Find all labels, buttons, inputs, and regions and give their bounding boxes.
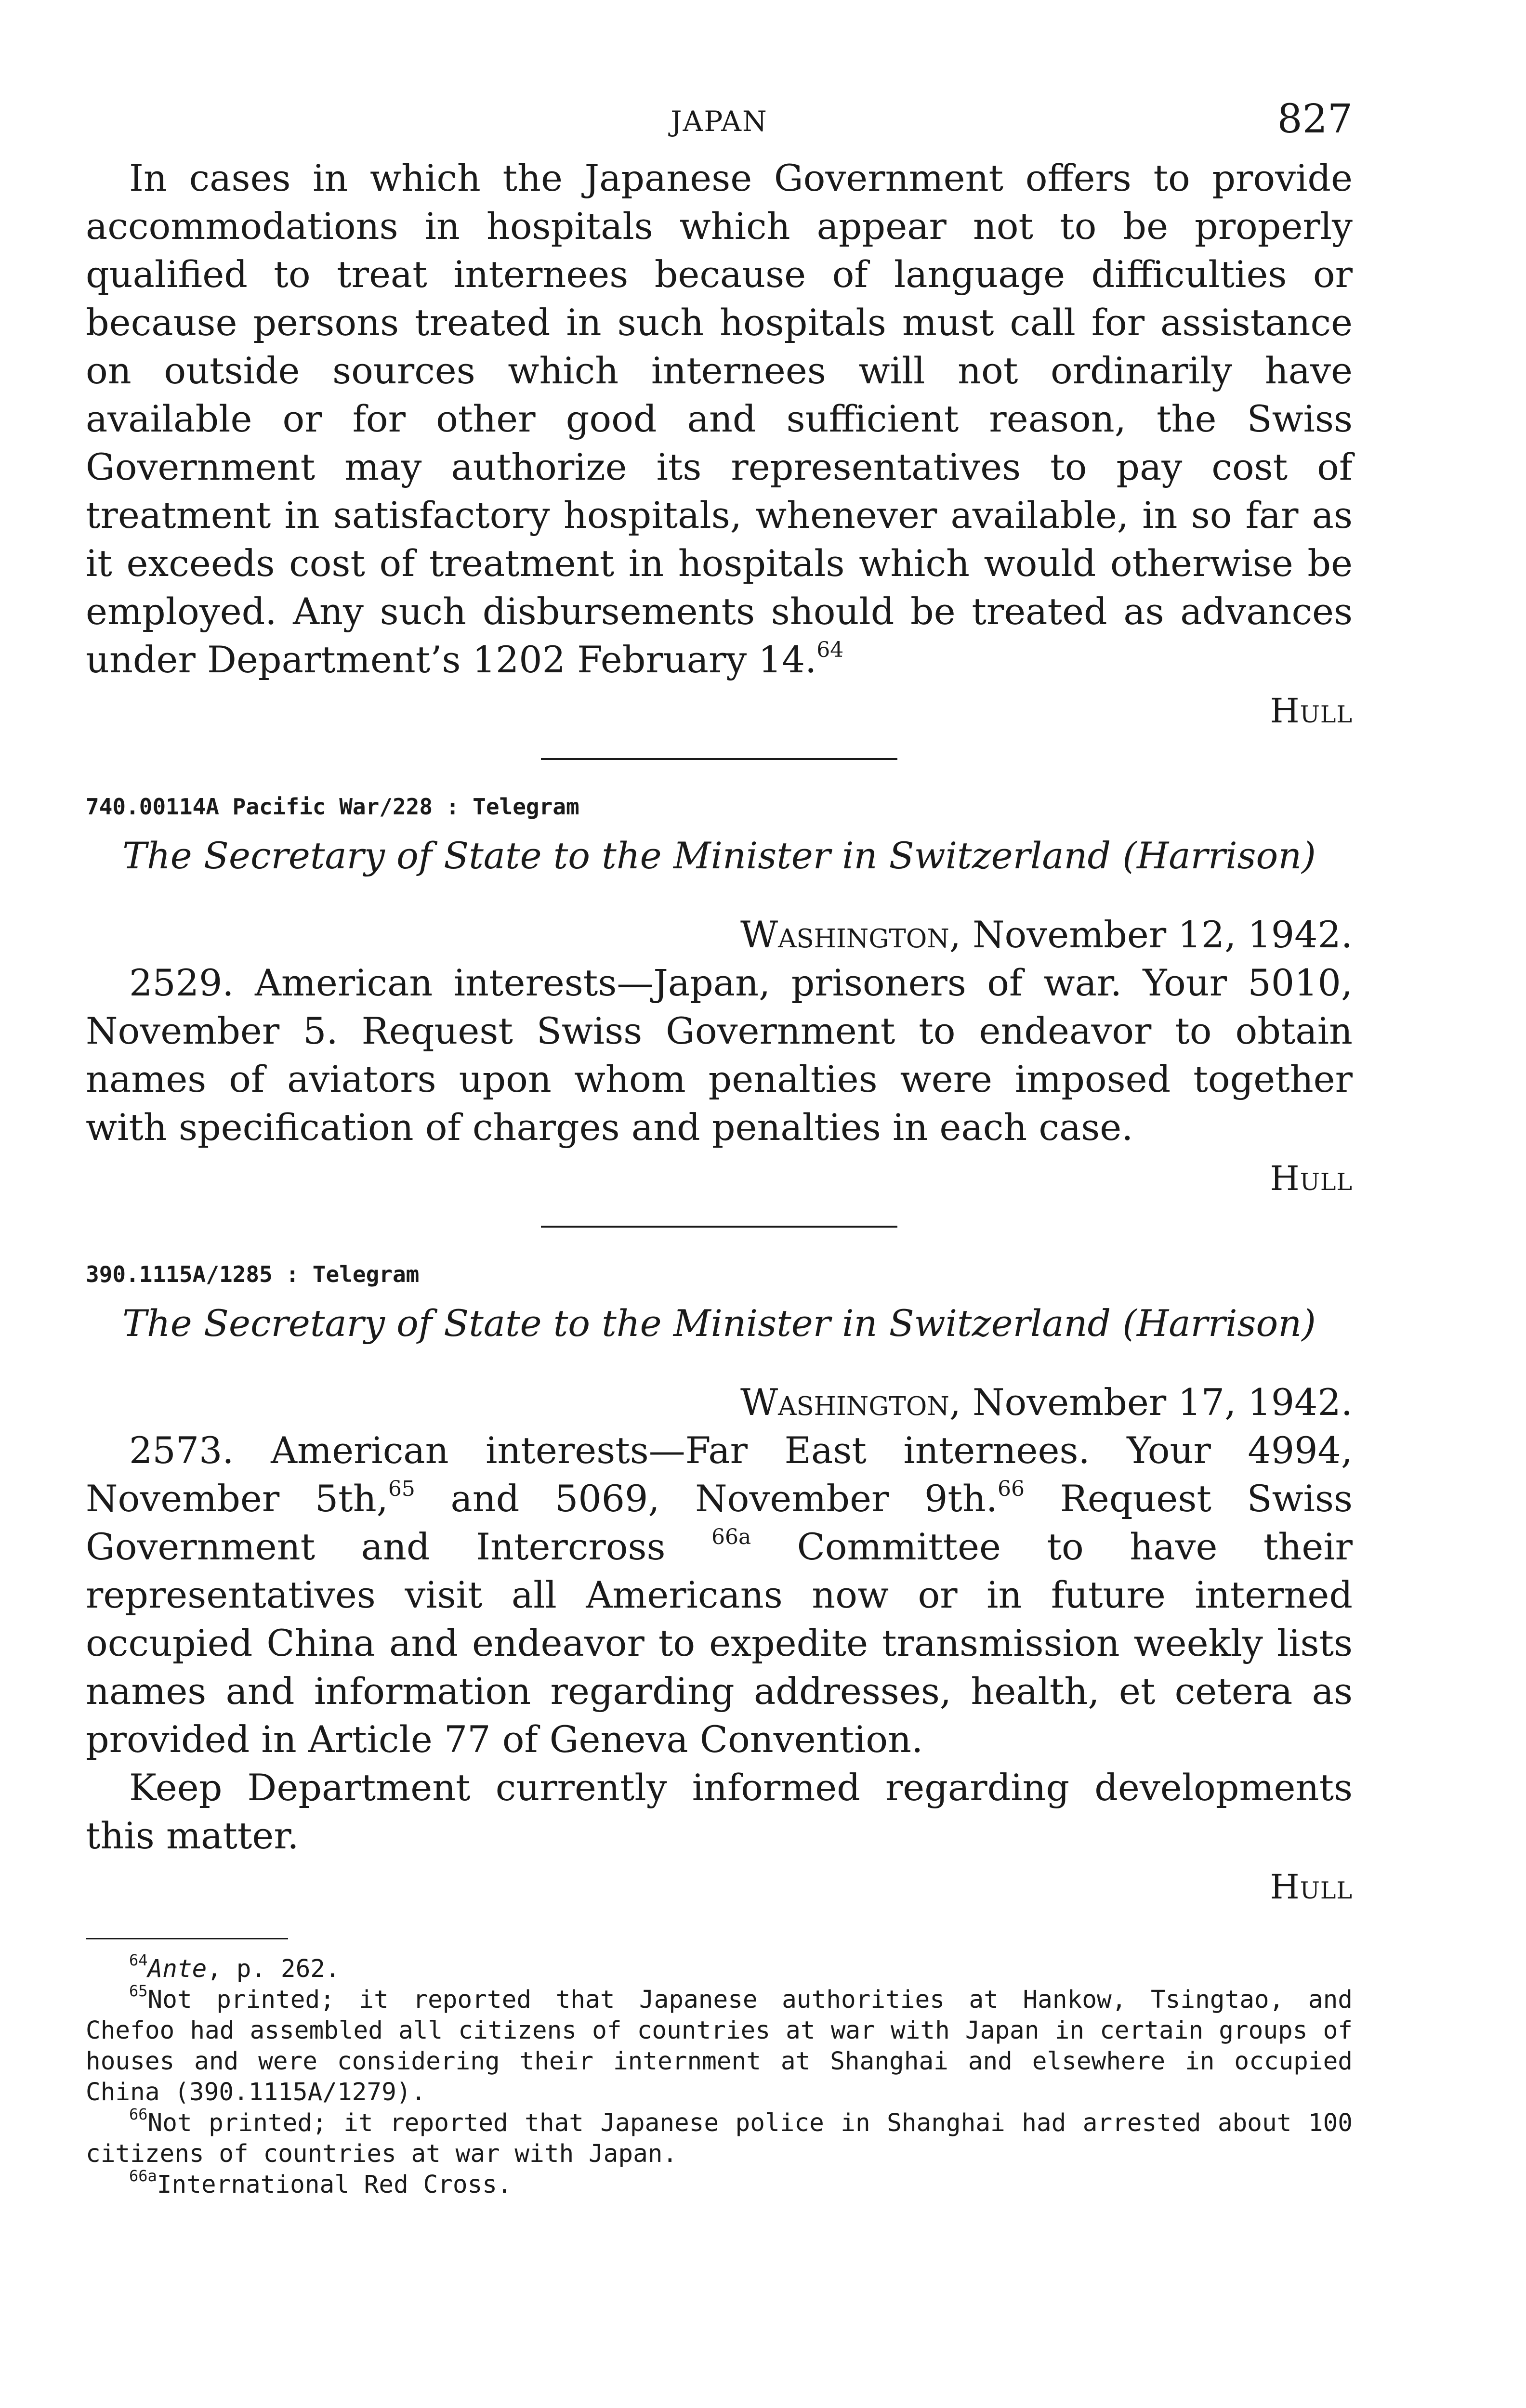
footnote-mark-66: 66 bbox=[129, 2105, 148, 2123]
footnote-64 bbox=[86, 1951, 1353, 1985]
footnote-ref-65: 65 bbox=[388, 1477, 415, 1501]
section1-paragraph bbox=[86, 154, 1353, 684]
document-title-3: The Secretary of State to the Minister in Switzerland (Harrison) bbox=[122, 1302, 1316, 1345]
place-date-2 bbox=[86, 911, 1353, 959]
date-2: , November 12, 1942. bbox=[949, 913, 1353, 956]
place-3: Washington bbox=[740, 1381, 949, 1424]
footnote-ref-66a: 66a bbox=[711, 1525, 751, 1549]
signature-hull-3: Hull bbox=[1270, 1867, 1353, 1907]
doc3-text-a: 2573. American interests—Far East internees. Your 4994, November 5th, bbox=[86, 1429, 1353, 1520]
footnote-64-italic: Ante bbox=[147, 1955, 207, 1983]
footnote-64-text: , p. 262. bbox=[207, 1955, 340, 1983]
page-number: 827 bbox=[1277, 96, 1353, 142]
doc3-text-c: Request Swiss Government and Intercross bbox=[86, 1477, 1353, 1568]
footnote-ref-66: 66 bbox=[998, 1477, 1025, 1501]
section-divider-2 bbox=[541, 1226, 897, 1228]
page-header bbox=[86, 96, 1353, 154]
footnote-mark-65: 65 bbox=[129, 1982, 148, 2000]
signature-hull-1: Hull bbox=[1270, 691, 1353, 731]
document-title-2: The Secretary of State to the Minister in Switzerland (Harrison) bbox=[122, 834, 1316, 877]
section-divider-1 bbox=[541, 758, 897, 760]
footnote-divider bbox=[86, 1938, 288, 1939]
signature-hull-2: Hull bbox=[1270, 1159, 1353, 1198]
running-head: JAPAN bbox=[671, 105, 768, 138]
footnote-mark-66a: 66a bbox=[129, 2167, 157, 2185]
file-reference-2: 740.00114A Pacific War/228 : Telegram bbox=[86, 794, 579, 820]
footnote-66a bbox=[86, 2167, 1353, 2200]
footnote-65-text: Not printed; it reported that Japanese authorities at Hankow, Tsingtao, and Chefoo had assembled all citizens of countries at war with Japan in certain groups of houses and were considering their internment at Shanghai and elsewhere in occupied China (390.1115A/1279). bbox=[86, 1986, 1353, 2107]
footnote-65 bbox=[86, 1982, 1353, 2108]
file-reference-3: 390.1115A/1285 : Telegram bbox=[86, 1261, 420, 1287]
doc2-paragraph: 2529. American interests—Japan, prisoners of war. Your 5010, November 5. Request Swiss Government to endeavor to obtain names of aviators upon whom penalties were imposed together with specification of charges and penalties in each case. bbox=[86, 961, 1353, 1149]
footnote-66a-text: International Red Cross. bbox=[157, 2171, 512, 2199]
footnote-66 bbox=[86, 2105, 1353, 2170]
footnote-ref-64: 64 bbox=[816, 638, 844, 662]
doc3-text-b: and 5069, November 9th. bbox=[415, 1477, 998, 1520]
document-page bbox=[86, 96, 1353, 2200]
section1-text: In cases in which the Japanese Government offers to provide accommodations in hospitals which appear not to be properly qualified to treat internees because of language difficulties or because persons treated in such hospitals must call for assistance on outside sources which internees will not ordinarily have available or for other good and sufficient reason, the Swiss Government may authorize its representatives to pay cost of treatment in satisfactory hospitals, whenever available, in so far as it exceeds cost of treatment in hospitals which would otherwise be employed. Any such disbursements should be treated as advances under Department’s 1202 February 14. bbox=[86, 157, 1353, 681]
footnotes bbox=[86, 1951, 1353, 2200]
doc3-paragraph-2: Keep Department currently informed regarding developments this matter. bbox=[86, 1766, 1353, 1857]
footnote-66-text: Not printed; it reported that Japanese police in Shanghai had arrested about 100 citizens of countries at war with Japan. bbox=[86, 2109, 1353, 2168]
place-date-3 bbox=[86, 1378, 1353, 1426]
doc3-paragraph-1 bbox=[86, 1426, 1353, 1764]
doc3-text-d: Committee to have their representatives visit all Americans now or in future interned occupied China and endeavor to expedite transmission weekly lists names and information regarding addresses, health, et cetera as provided in Article 77 of Geneva Convention. bbox=[86, 1525, 1353, 1761]
footnote-mark-64: 64 bbox=[129, 1951, 148, 1969]
place-2: Washington bbox=[740, 913, 949, 956]
date-3: , November 17, 1942. bbox=[949, 1381, 1353, 1424]
